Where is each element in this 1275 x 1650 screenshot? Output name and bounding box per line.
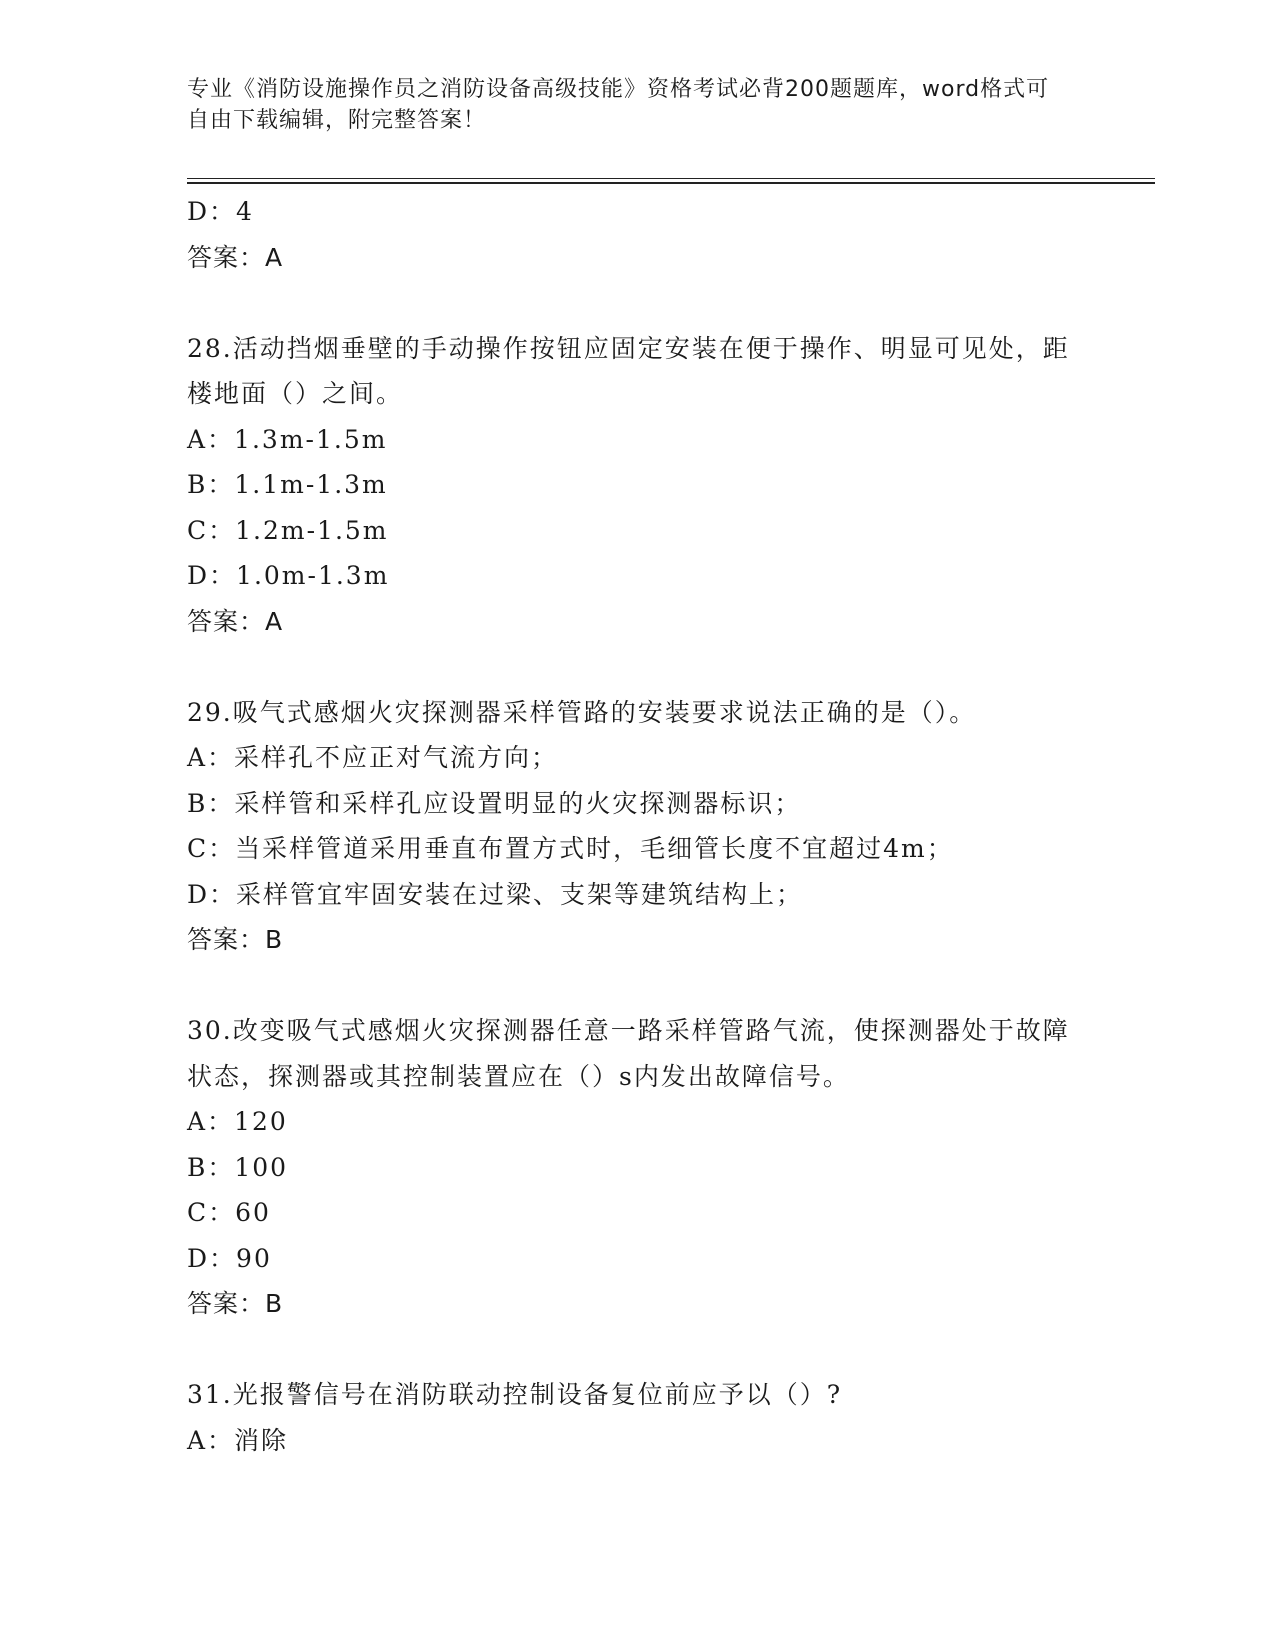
- option-d: D：4: [187, 197, 254, 226]
- answer-line: 答案：A: [187, 606, 284, 636]
- page-header: 专业《消防设施操作员之消防设备高级技能》资格考试必背200题题库，word格式可自由下载编辑，附完整答案！: [187, 77, 1050, 133]
- header-divider-top: [187, 178, 1155, 179]
- option-c: C：当采样管道采用垂直布置方式时，毛细管长度不宜超过4m；: [187, 834, 954, 863]
- question-stem: 31.光报警信号在消防联动控制设备复位前应予以（）?: [187, 1380, 843, 1409]
- header-divider-bottom: [187, 182, 1155, 184]
- answer-line: 答案：B: [187, 925, 284, 954]
- option-a: A：消除: [187, 1425, 289, 1455]
- option-c: C：1.2m-1.5m: [187, 515, 389, 545]
- question-block: [187, 326, 1087, 645]
- option-d: D：1.0m-1.3m: [187, 561, 390, 590]
- option-c: C：60: [187, 1198, 271, 1227]
- option-a: A：120: [187, 1107, 288, 1136]
- option-b: B：1.1m-1.3m: [187, 470, 388, 499]
- question-stem: 30.改变吸气式感烟火灾探测器任意一路采样管路气流，使探测器处于故障状态，探测器或其控制装置应在（）s内发出故障信号。: [187, 1016, 1070, 1091]
- answer-line: 答案：B: [187, 1289, 284, 1318]
- option-d: D：90: [187, 1243, 272, 1273]
- option-b: B：100: [187, 1152, 289, 1182]
- spacer: [187, 963, 1087, 1009]
- option-a: A：1.3m-1.5m: [187, 424, 388, 454]
- question-block: [187, 1372, 1087, 1463]
- question-stem: 29.吸气式感烟火灾探测器采样管路的安装要求说法正确的是（）。: [187, 697, 977, 727]
- question-list: [187, 189, 1087, 1463]
- question-stem: 28.活动挡烟垂壁的手动操作按钮应固定安装在便于操作、明显可见处，距楼地面（）之间。: [187, 333, 1070, 408]
- option-b: B：采样管和采样孔应设置明显的火灾探测器标识；: [187, 788, 802, 818]
- option-d: D：采样管宜牢固安装在过梁、支架等建筑结构上；: [187, 879, 804, 909]
- option-a: A：采样孔不应正对气流方向；: [187, 743, 559, 772]
- question-block: [187, 690, 1087, 963]
- spacer: [187, 1327, 1087, 1373]
- spacer: [187, 280, 1087, 326]
- answer-line: 答案：A: [187, 242, 284, 272]
- question-block: [187, 1008, 1087, 1327]
- spacer: [187, 644, 1087, 690]
